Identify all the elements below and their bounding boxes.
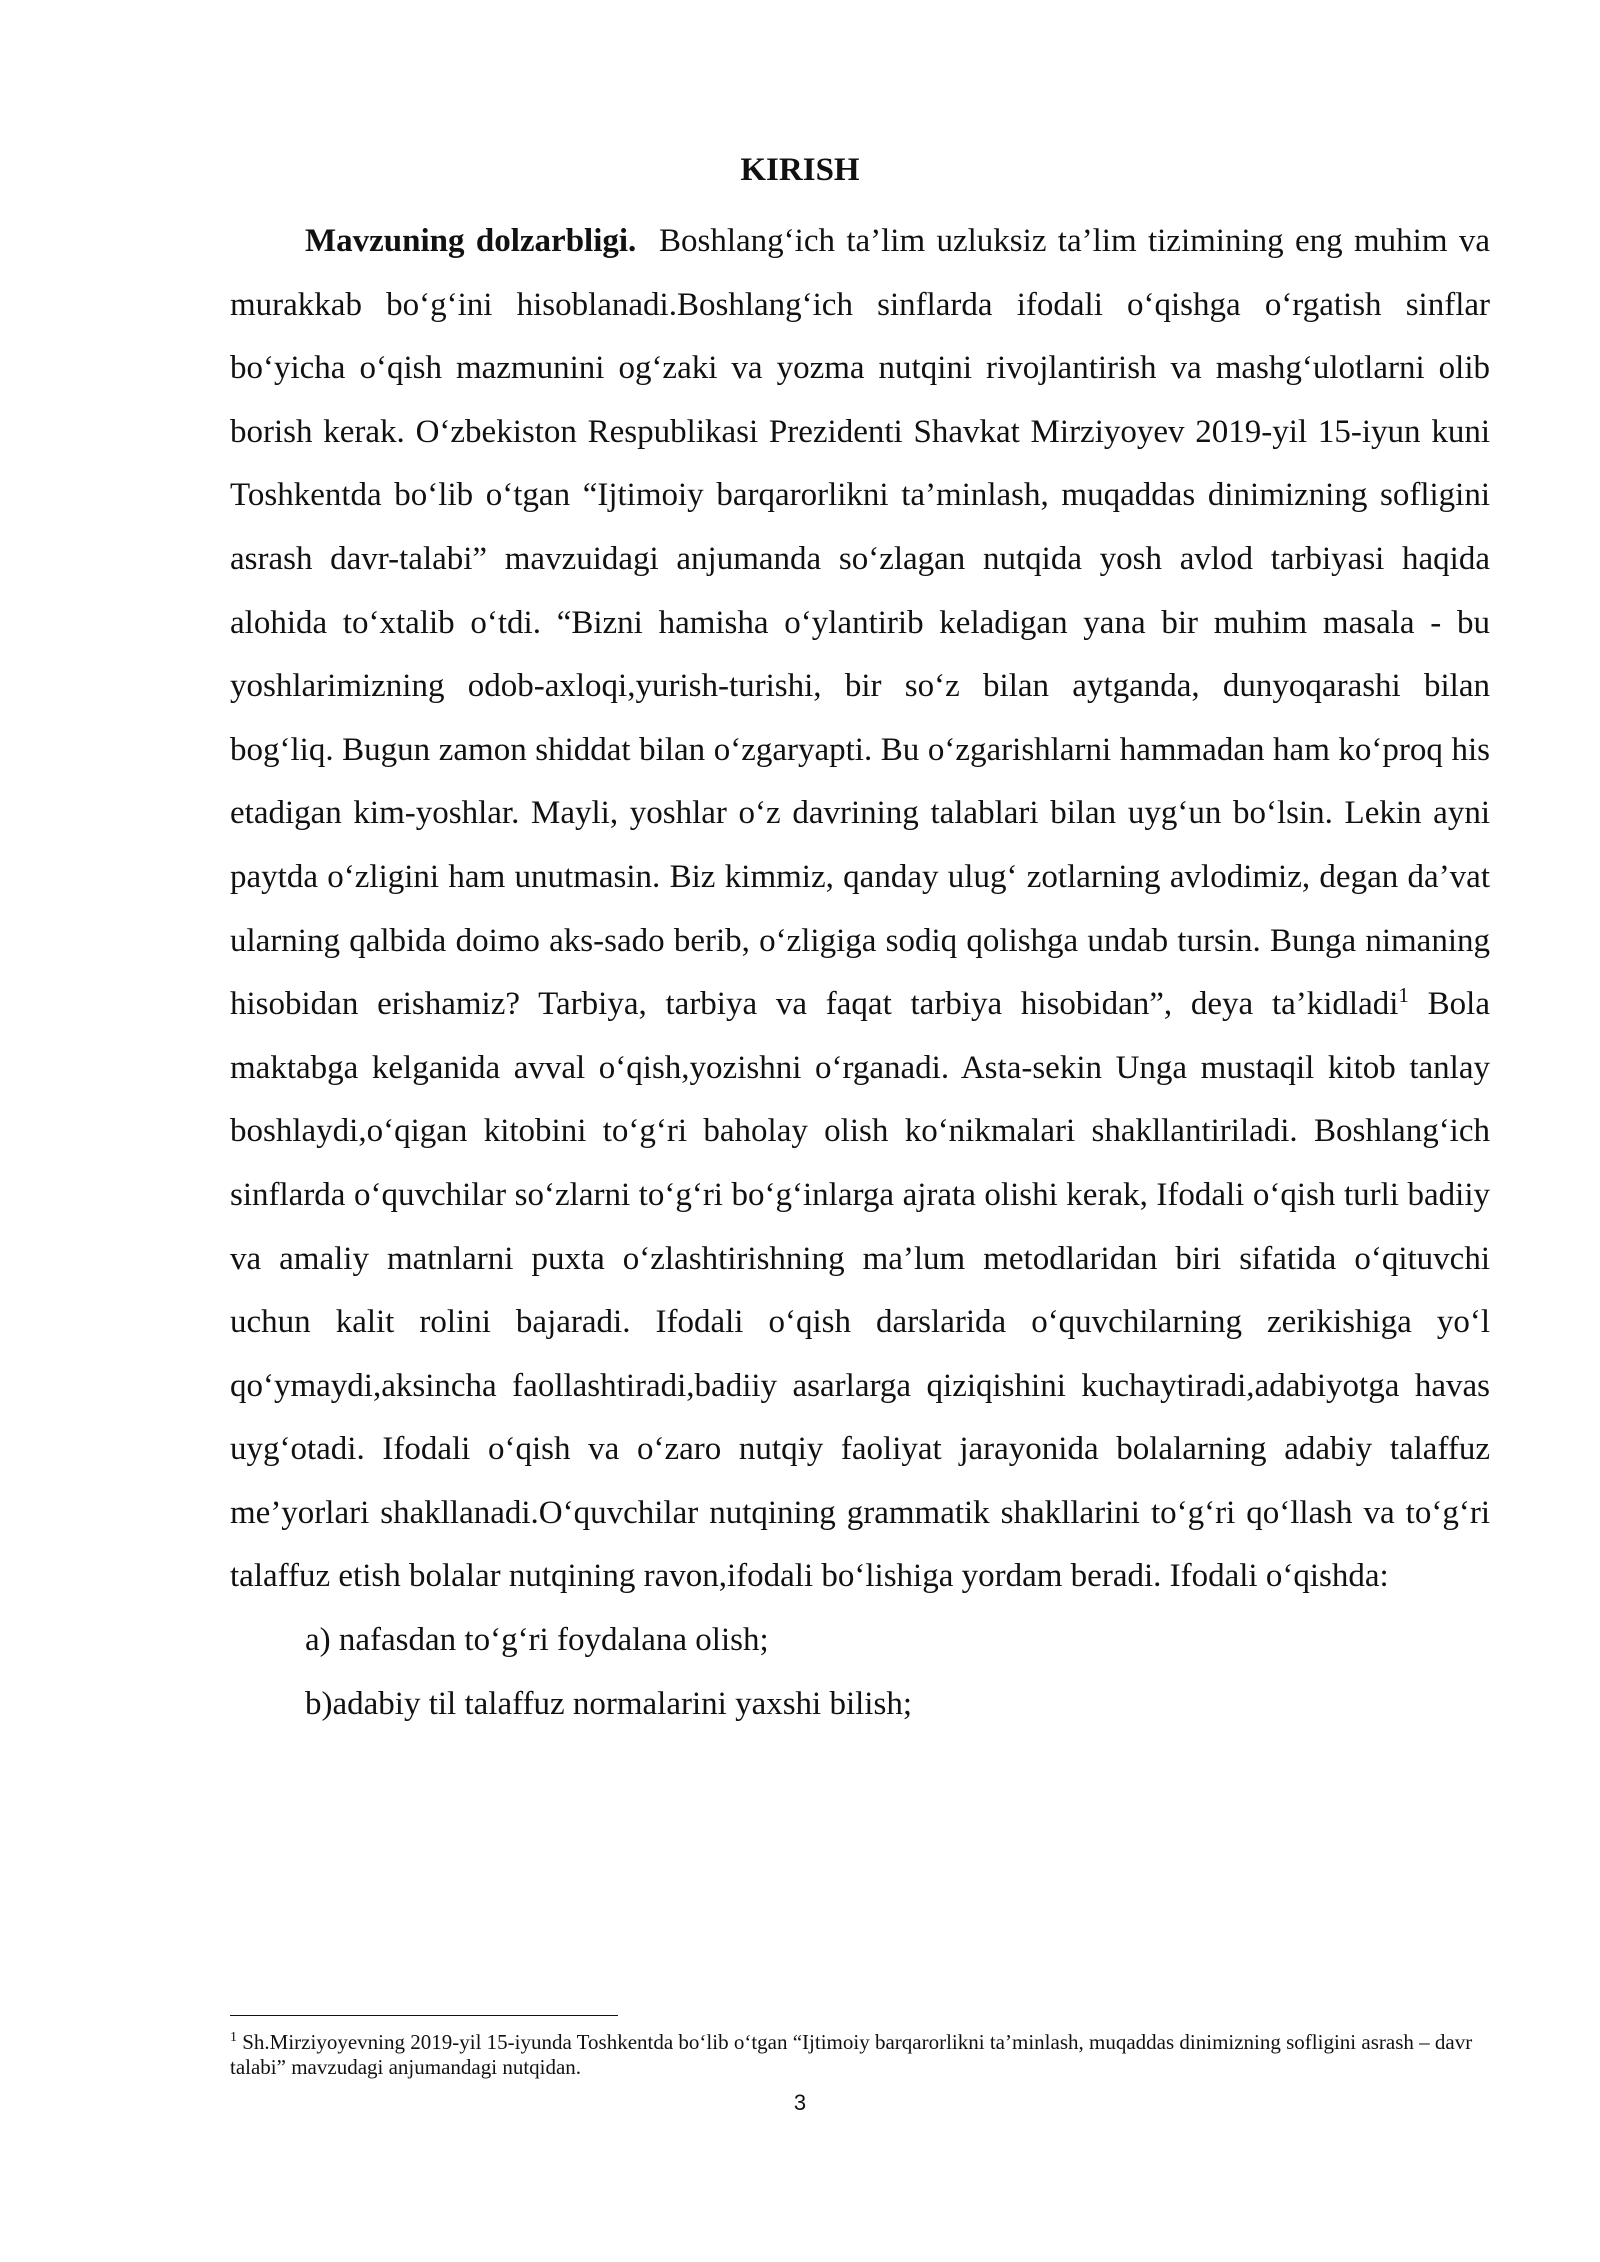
footnote-marker: 1 [230,2030,237,2045]
footnote-reference[interactable]: 1 [1398,983,1409,1008]
footnote-text: Sh.Mirziyoyevning 2019-yil 15-iyunda Toshkentda bo‘lib o‘tgan “Ijtimoiy barqarorlikni ta’minlash, muqaddas dinimizning sofligini asrash – davr talabi” mavzudagi anjumandagi nutqidan. [230,2030,1473,2079]
footnote-separator [230,2015,618,2016]
paragraph-text-continued: Bola maktabga kelganida avval o‘qish,yozishni o‘rganadi. Asta-sekin Unga mustaqil kitob tanlay boshlaydi,o‘qigan kitobini to‘g‘ri baholay olish ko‘nikmalari shakllantiriladi. Boshlang‘ich sinflarda o‘quvchilar so‘zlarni to‘g‘ri bo‘g‘inlarga ajrata olishi kerak, Ifodali o‘qish turli badiiy va amaliy matnlarni puxta o‘zlashtirishning ma’lum metodlaridan biri sifatida o‘qituvchi uchun kalit rolini bajaradi. Ifodali o‘qish darslarida o‘quvchilarning zerikishiga yo‘l qo‘ymaydi,aksincha faollashtiradi,badiiy asarlarga qiziqishini kuchaytiradi,adabiyotga havas uyg‘otadi. Ifodali o‘qish va o‘zaro nutqiy faoliyat jarayonida bolalarning adabiy talaffuz me’yorlari shakllanadi.O‘quvchilar nutqining grammatik shakllarini to‘g‘ri qo‘llash va to‘g‘ri talaffuz etish bolalar nutqining ravon,ifodali bo‘lishiga yordam beradi. Ifodali o‘qishda: [230,986,1490,1595]
paragraph-text: Boshlang‘ich ta’lim uzluksiz ta’lim tizimining eng muhim va murakkab bo‘g‘ini hisoblanadi.Boshlang‘ich sinflarda ifodali o‘qishga o‘rgatish sinflar bo‘yicha o‘qish mazmunini og‘zaki va yozma nutqini rivojlantirish va mashg‘ulotlarni olib borish kerak. O‘zbekiston Respublikasi Prezidenti Shavkat Mirziyoyev 2019-yil 15-iyun kuni Toshkentda bo‘lib o‘tgan “Ijtimoiy barqarorlikni ta’minlash, muqaddas dinimizning sofligini asrash davr-talabi” mavzuidagi anjumanda so‘zlagan nutqida yosh avlod tarbiyasi haqida alohida to‘xtalib o‘tdi. “Bizni hamisha o‘ylantirib keladigan yana bir muhim masala - bu yoshlarimizning odob-axloqi,yurish-turishi, bir so‘z bilan aytganda, dunyoqarashi bilan bog‘liq. Bugun zamon shiddat bilan o‘zgaryapti. Bu o‘zgarishlarni hammadan ham ko‘proq his etadigan kim-yoshlar. Mayli, yoshlar o‘z davrining talablari bilan uyg‘un bo‘lsin. Lekin ayni paytda o‘zligini ham unutmasin. Biz kimmiz, qanday ulug‘ zotlarning avlodimiz, degan da’vat ularning qalbida doimo aks-sado berib, o‘zligiga sodiq qolishga undab tursin. Bunga nimaning hisobidan erishamiz? Tarbiya, tarbiya va faqat tarbiya hisobidan”, deya ta’kidladi [230,223,1490,1023]
body-text [230,210,1490,1736]
page-number: 3 [793,2090,807,2115]
page-title: KIRISH [740,152,860,188]
list-item: b)adabiy til talaffuz normalarini yaxshi bilish; [305,1685,912,1722]
section-lead: Mavzuning dolzarbligi. [305,223,637,259]
intro-paragraph [230,210,1490,1609]
footnote [230,2030,1492,2080]
list-item: a) nafasdan to‘g‘ri foydalana olish; [305,1622,769,1659]
